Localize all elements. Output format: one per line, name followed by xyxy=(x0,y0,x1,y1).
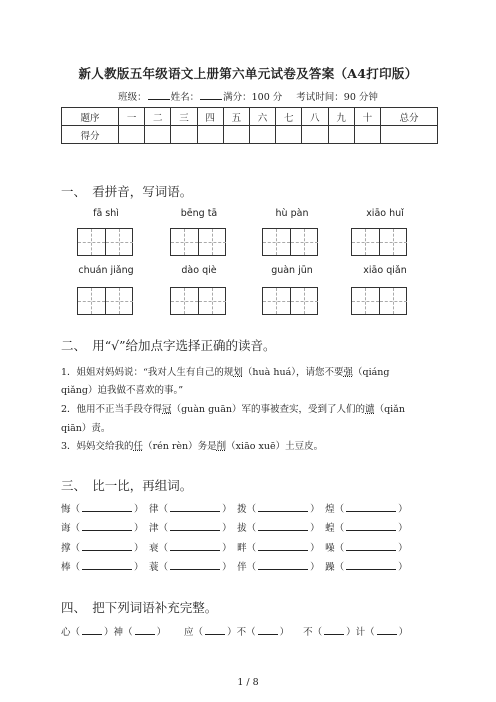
score-row-label: 得分 xyxy=(62,126,119,144)
section-1-title: 一、 看拼音，写词语。 xyxy=(61,184,193,199)
score-cell[interactable] xyxy=(171,126,197,144)
section-2-title: 二、 用“√”给加点字选择正确的读音。 xyxy=(61,338,276,353)
score-cell[interactable] xyxy=(223,126,249,144)
answer-blank[interactable] xyxy=(170,541,220,551)
pinyin: dào qiè xyxy=(181,265,217,276)
q2-2-line-2: qiān）责。 xyxy=(61,423,111,434)
answer-blank[interactable] xyxy=(82,502,132,512)
pinyin: chuán jiǎng xyxy=(78,265,134,276)
page-title: 新人教版五年级语文上册第六单元试卷及答案（A4打印版） xyxy=(78,66,418,81)
class-blank[interactable] xyxy=(148,90,170,100)
idiom-row: 心（ ）神（ ） 应（ ）不（ ） 不（ ）计（ ） xyxy=(61,627,409,638)
answer-blank[interactable] xyxy=(82,560,132,570)
section-4-title: 四、 把下列词语补充完整。 xyxy=(61,600,218,615)
answer-blank[interactable] xyxy=(324,625,344,635)
score-cell[interactable] xyxy=(381,126,438,144)
answer-blank[interactable] xyxy=(258,502,308,512)
header-cell: 总分 xyxy=(381,108,438,126)
compare-row: 诲（ ） 津（ ） 拔（ ） 蝗（ ） xyxy=(61,523,408,534)
score-cell[interactable] xyxy=(354,126,380,144)
header-cell: 二 xyxy=(145,108,171,126)
pinyin: fā shì xyxy=(93,208,119,219)
answer-blank[interactable] xyxy=(346,541,396,551)
answer-blank[interactable] xyxy=(258,521,308,531)
pinyin: guàn jūn xyxy=(271,265,313,276)
score-cell[interactable] xyxy=(302,126,328,144)
pinyin: bēng tā xyxy=(180,208,218,219)
section-3-title: 三、 比一比，再组词。 xyxy=(61,478,193,493)
q2-3-line: 3．妈妈交给我的任（rén rèn）务是削（xiāo xuē）土豆皮。 xyxy=(61,441,324,452)
answer-blank[interactable] xyxy=(258,541,308,551)
compare-row: 悔（ ） 律（ ） 拨（ ） 煌（ ） xyxy=(61,504,408,515)
exam-info xyxy=(0,89,496,103)
score-header-row xyxy=(62,108,438,126)
header-cell: 三 xyxy=(171,108,197,126)
header-cell: 题序 xyxy=(62,108,119,126)
name-label: 姓名： xyxy=(170,92,200,103)
writing-grid[interactable] xyxy=(262,287,318,315)
header-cell: 八 xyxy=(302,108,328,126)
writing-grid[interactable] xyxy=(77,228,133,256)
pinyin: hù pàn xyxy=(275,208,309,219)
header-cell: 一 xyxy=(119,108,145,126)
answer-blank[interactable] xyxy=(377,625,397,635)
compare-row: 撑（ ） 衰（ ） 畔（ ） 噪（ ） xyxy=(61,543,408,554)
answer-blank[interactable] xyxy=(170,560,220,570)
writing-grid[interactable] xyxy=(351,228,407,256)
score-table xyxy=(61,107,438,144)
writing-grid[interactable] xyxy=(351,287,407,315)
pinyin: xiāo huǐ xyxy=(366,208,404,219)
writing-grid[interactable] xyxy=(77,287,133,315)
answer-blank[interactable] xyxy=(82,521,132,531)
answer-blank[interactable] xyxy=(346,521,396,531)
answer-blank[interactable] xyxy=(205,625,225,635)
header-cell: 五 xyxy=(223,108,249,126)
answer-blank[interactable] xyxy=(258,560,308,570)
score-row xyxy=(62,126,438,144)
header-cell: 六 xyxy=(249,108,275,126)
writing-grid[interactable] xyxy=(170,287,226,315)
header-cell: 九 xyxy=(328,108,354,126)
pinyin: xiāo qiǎn xyxy=(363,265,407,276)
answer-blank[interactable] xyxy=(346,502,396,512)
score-cell[interactable] xyxy=(197,126,223,144)
answer-blank[interactable] xyxy=(135,625,155,635)
q2-1-line-2: qiǎng）迫我做不喜欢的事。” xyxy=(61,385,184,396)
score-cell[interactable] xyxy=(119,126,145,144)
writing-grid[interactable] xyxy=(262,228,318,256)
writing-grid[interactable] xyxy=(170,228,226,256)
q2-1-line-1: 1．姐姐对妈妈说：“我对人生有自己的规划（huà huá），请您不要强（qiáng xyxy=(61,367,390,378)
answer-blank[interactable] xyxy=(346,560,396,570)
score-cell[interactable] xyxy=(145,126,171,144)
page-number: 1 / 8 xyxy=(237,677,259,688)
score-cell[interactable] xyxy=(249,126,275,144)
header-cell: 四 xyxy=(197,108,223,126)
score-cell[interactable] xyxy=(328,126,354,144)
answer-blank[interactable] xyxy=(82,541,132,551)
score-cell[interactable] xyxy=(276,126,302,144)
answer-blank[interactable] xyxy=(82,625,102,635)
header-cell: 七 xyxy=(276,108,302,126)
class-label: 班级： xyxy=(118,92,147,103)
compare-row: 棒（ ） 蓑（ ） 伴（ ） 躁（ ） xyxy=(61,562,408,573)
q2-2-line-1: 2．他用不正当手段夺得冠（guàn guān）军的事被查实，受到了人们的谴（qiǎn xyxy=(61,404,405,415)
full-score: 满分：100 分 xyxy=(223,92,283,103)
exam-time: 考试时间：90 分钟 xyxy=(296,92,378,103)
answer-blank[interactable] xyxy=(258,625,278,635)
header-cell: 十 xyxy=(354,108,380,126)
answer-blank[interactable] xyxy=(170,502,220,512)
name-blank[interactable] xyxy=(200,90,222,100)
answer-blank[interactable] xyxy=(170,521,220,531)
